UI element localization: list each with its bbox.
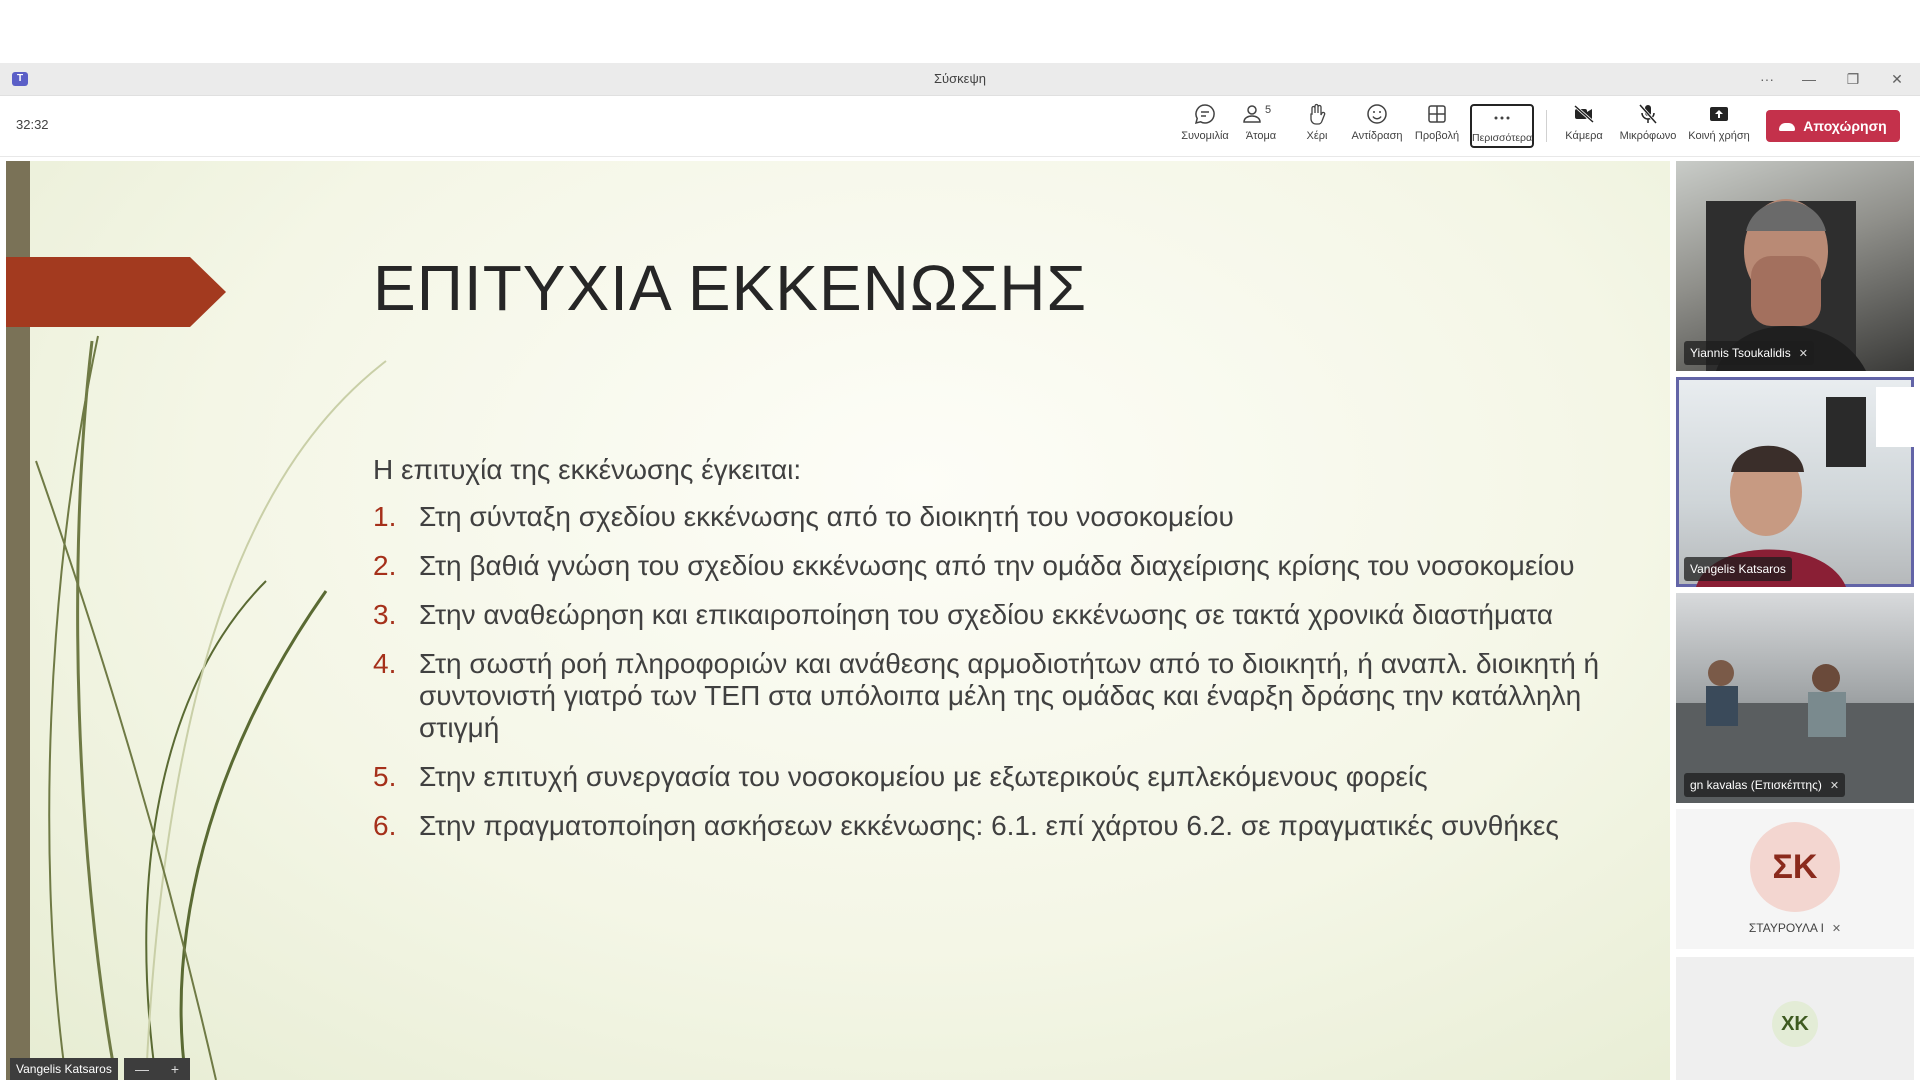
share-label: Κοινή χρήση	[1688, 130, 1750, 142]
avatar: ΣΚ	[1750, 822, 1840, 912]
slide-bullet-list	[373, 501, 1613, 859]
close-button[interactable]: ✕	[1891, 71, 1903, 87]
mic-label: Μικρόφωνο	[1619, 130, 1677, 142]
minimize-button[interactable]: —	[1802, 71, 1816, 87]
list-number: 6.	[373, 810, 397, 841]
participant-name-text: gn kavalas (Επισκέπτης)	[1690, 778, 1822, 792]
phone-icon	[1779, 123, 1795, 131]
camera-off-icon	[1572, 102, 1596, 126]
list-number: 5.	[373, 761, 397, 792]
participant-video-feed	[1676, 377, 1914, 587]
participant-name	[1684, 557, 1792, 581]
more-button[interactable]	[1470, 104, 1534, 148]
list-text: Στην αναθεώρηση και επικαιροποίηση του σχεδίου εκκένωσης σε τακτά χρονικά διαστήματα	[419, 599, 1554, 630]
title-bar	[0, 63, 1920, 96]
more-label: Περισσότερα	[1472, 132, 1533, 144]
list-item	[373, 599, 1613, 631]
people-count: 5	[1265, 104, 1272, 116]
participant-tile[interactable]	[1676, 161, 1914, 371]
zoom-in-button[interactable]: +	[170, 1061, 180, 1077]
leave-button[interactable]	[1766, 110, 1900, 142]
hand-label: Χέρι	[1306, 130, 1328, 142]
slide-intro: Η επιτυχία της εκκένωσης έγκειται:	[373, 454, 802, 485]
people-icon-wrap	[1241, 102, 1281, 126]
zoom-out-button[interactable]: —	[134, 1061, 149, 1077]
list-item	[373, 810, 1613, 842]
raise-hand-button[interactable]	[1296, 102, 1338, 150]
list-item	[373, 761, 1613, 793]
participant-video-feed	[1676, 593, 1914, 803]
chat-icon	[1193, 102, 1217, 126]
participant-tile-active[interactable]	[1676, 377, 1914, 587]
presentation-slide	[6, 161, 1670, 1080]
participant-tile[interactable]	[1676, 809, 1914, 949]
list-number: 2.	[373, 550, 397, 581]
slide-grass-decoration	[6, 161, 406, 1080]
participant-name-text: Vangelis Katsaros	[1690, 562, 1786, 576]
react-label: Αντίδραση	[1351, 130, 1403, 142]
mic-off-icon: ✕	[1831, 923, 1842, 935]
participant-video-feed	[1676, 161, 1914, 371]
zoom-controls	[124, 1058, 190, 1080]
camera-label: Κάμερα	[1565, 130, 1603, 142]
list-text: Στην πραγματοποίηση ασκήσεων εκκένωσης: 6.1. επί χάρτου 6.2. σε πραγματικές συνθήκες	[419, 810, 1559, 841]
list-number: 4.	[373, 648, 397, 679]
restore-button[interactable]: ❐	[1846, 71, 1860, 87]
participant-tile[interactable]	[1676, 593, 1914, 803]
leave-label: Αποχώρηση	[1803, 118, 1887, 134]
participant-name	[1676, 921, 1914, 935]
participant-name	[1684, 341, 1814, 365]
toolbar-divider	[1546, 110, 1547, 142]
share-icon	[1707, 102, 1731, 126]
smiley-icon	[1365, 102, 1389, 126]
content-stage	[0, 157, 1672, 1080]
participant-name-text: Yiannis Tsoukalidis	[1690, 346, 1791, 360]
list-number: 3.	[373, 599, 397, 630]
list-text: Στη σύνταξη σχεδίου εκκένωσης από το διοικητή του νοσοκομείου	[419, 501, 1234, 532]
window-more-button[interactable]: ···	[1760, 71, 1774, 87]
view-button[interactable]	[1412, 102, 1462, 150]
mic-off-icon	[1636, 102, 1660, 126]
react-button[interactable]	[1348, 102, 1406, 150]
chat-label: Συνομιλία	[1181, 130, 1229, 142]
meeting-toolbar	[0, 96, 1920, 157]
microphone-button[interactable]	[1616, 102, 1680, 150]
participant-tile[interactable]	[1676, 957, 1914, 1080]
participant-name-text: ΣΤΑΥΡΟΥΛΑ Ι	[1748, 921, 1824, 935]
meeting-timer: 32:32	[16, 117, 49, 132]
avatar: ΧΚ	[1772, 1001, 1818, 1047]
list-text: Στην επιτυχή συνεργασία του νοσοκομείου με εξωτερικούς εμπλεκόμενους φορείς	[419, 761, 1428, 792]
presenter-name-tag: Vangelis Katsaros	[10, 1058, 118, 1080]
list-text: Στη βαθιά γνώση του σχεδίου εκκένωσης από την ομάδα διαχείρισης κρίσης του νοσοκομείου	[419, 550, 1575, 581]
mic-off-icon: ✕	[1829, 780, 1840, 792]
people-button[interactable]	[1236, 102, 1286, 150]
people-icon	[1241, 102, 1265, 126]
chat-button[interactable]	[1176, 102, 1234, 150]
list-text: Στη σωστή ροή πληροφοριών και ανάθεσης αρμοδιοτήτων από το διοικητή, ή αναπλ. διοικητή ή συντονιστή γιατρό των ΤΕΠ στα υπόλοιπα μέλη της ομάδας και έναρξη δράσης την κατάλληλη στιγμή	[419, 648, 1600, 743]
share-button[interactable]	[1686, 102, 1752, 150]
more-icon	[1490, 106, 1514, 130]
window-title: Σύσκεψη	[934, 71, 986, 86]
list-item	[373, 501, 1613, 533]
view-label: Προβολή	[1414, 130, 1460, 142]
mic-off-icon: ✕	[1798, 348, 1808, 360]
slide-title: ΕΠΙΤΥΧΙΑ ΕΚΚΕΝΩΣΗΣ	[373, 252, 1088, 324]
participant-name	[1684, 773, 1845, 797]
camera-button[interactable]	[1560, 102, 1608, 150]
teams-logo-icon: T	[12, 72, 28, 86]
hand-icon	[1305, 102, 1329, 126]
grid-icon	[1425, 102, 1449, 126]
list-number: 1.	[373, 501, 397, 532]
list-item	[373, 550, 1613, 582]
list-item	[373, 648, 1613, 744]
people-label: Άτομα	[1245, 130, 1277, 142]
